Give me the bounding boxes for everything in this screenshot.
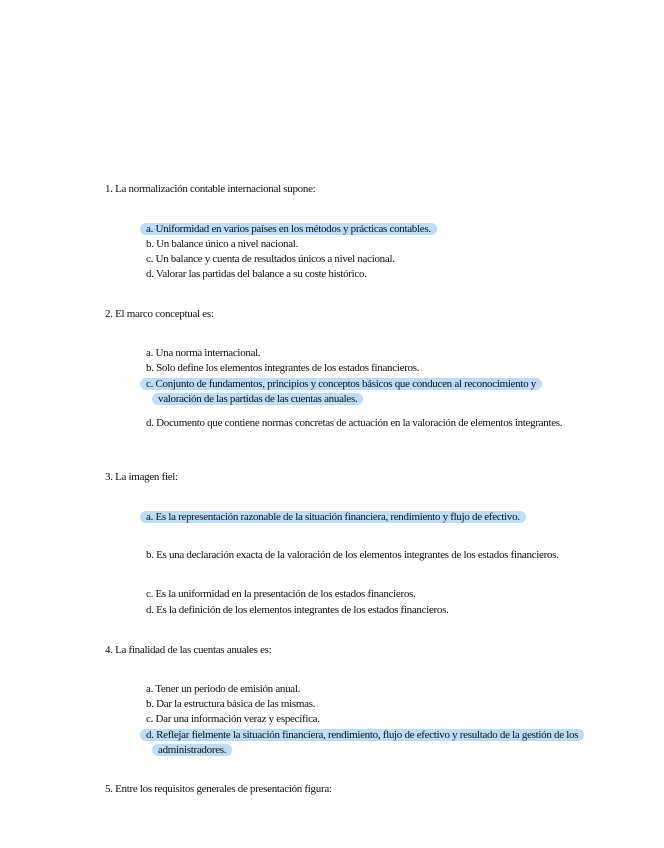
question-2-option-b[interactable]: b. Solo define los elementos integrantes de los estados financieros. xyxy=(146,362,420,374)
question-4-option-a[interactable]: a. Tener un periodo de emisión anual. xyxy=(146,683,301,695)
question-1-option-a[interactable] xyxy=(146,222,437,237)
question-2-option-c[interactable] xyxy=(146,377,548,407)
question-4-option-c[interactable]: c. Dar una información veraz y específica. xyxy=(146,713,320,725)
question-3-option-d[interactable]: d. Es la definición de los elementos integrantes de los estados financieros. xyxy=(146,604,449,616)
highlighted-answer: a. Es la representación razonable de la situación financiera, rendimiento y flujo de efectivo. xyxy=(140,511,526,523)
question-2-option-a[interactable]: a. Una norma internacional. xyxy=(146,347,261,359)
question-1-option-d[interactable]: d. Valorar las partidas del balance a su coste histórico. xyxy=(146,268,367,280)
question-1-option-c[interactable]: c. Un balance y cuenta de resultados únicos a nivel nacional. xyxy=(146,253,395,265)
question-3-option-b[interactable]: b. Es una declaración exacta de la valoración de los elementos integrantes de los estados financieros. xyxy=(146,549,559,561)
highlighted-answer: c. Conjunto de fundamentos, principios y conceptos básicos que conducen al reconocimiento y valoración de las partidas de las cuentas anuales. xyxy=(140,378,542,405)
question-4-label: 4. La finalidad de las cuentas anuales es: xyxy=(105,644,272,656)
question-1-option-b[interactable]: b. Un balance único a nivel nacional. xyxy=(146,238,299,250)
question-4-option-b[interactable]: b. Dar la estructura básica de las mismas. xyxy=(146,698,316,710)
question-4-option-d[interactable] xyxy=(146,728,598,758)
highlighted-answer: a. Uniformidad en varios países en los métodos y prácticas contables. xyxy=(140,223,437,235)
question-3-option-a[interactable] xyxy=(146,510,578,525)
question-3-option-c[interactable]: c. Es la uniformidad en la presentación de los estados financieros. xyxy=(146,588,416,600)
highlighted-answer: d. Reflejar fielmente la situación financiera, rendimiento, flujo de efectivo y resultado de la gestión de los administradores. xyxy=(140,729,584,756)
question-3-label: 3. La imagen fiel: xyxy=(105,471,178,483)
question-2-option-d[interactable]: d. Documento que contiene normas concretas de actuación en la valoración de elementos integrantes. xyxy=(146,417,563,429)
question-5-label: 5. Entre los requisitos generales de presentación figura: xyxy=(105,783,332,795)
question-2-label: 2. El marco conceptual es: xyxy=(105,308,214,320)
question-1-label: 1. La normalización contable internacional supone: xyxy=(105,183,316,195)
